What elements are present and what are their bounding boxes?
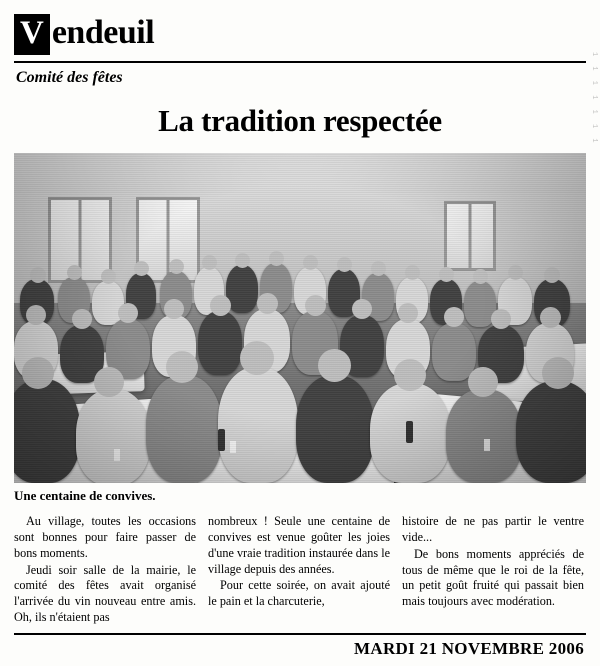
masthead <box>0 0 600 87</box>
photo-person-head <box>240 341 274 375</box>
photo-person-head <box>398 303 418 323</box>
photo-person-head <box>67 265 82 280</box>
photo-person <box>446 389 522 483</box>
photo-glass <box>484 439 490 451</box>
photo-person <box>146 375 222 483</box>
photo-person-head <box>210 295 231 316</box>
paragraph: nombreux ! Seule une centaine de convives est venue goûter les joies d'une vraie tradition instaurée dans le village depuis des années. <box>208 514 390 576</box>
photo-person-head <box>166 351 198 383</box>
article-column-2 <box>208 514 390 627</box>
photo-container <box>0 153 600 483</box>
photo-person-head <box>508 265 523 280</box>
footer-divider <box>14 633 586 635</box>
photo-person-head <box>352 299 372 319</box>
photo-person-head <box>318 349 351 382</box>
photo-person <box>516 381 586 483</box>
photo-person-head <box>444 307 464 327</box>
photo-person <box>198 311 242 375</box>
commune-initial: V <box>14 14 50 55</box>
banquet-photo <box>14 153 586 483</box>
photo-glass <box>230 441 236 453</box>
photo-person-head <box>305 295 326 316</box>
photo-person-head <box>134 261 149 276</box>
photo-person-head <box>544 267 560 283</box>
photo-person-head <box>164 299 184 319</box>
photo-person-head <box>202 255 217 270</box>
commune-name: endeuil <box>51 14 155 51</box>
paragraph: Jeudi soir salle de la mairie, le comité des fêtes avait organisé l'arrivée du vin nouveau entre amis. Oh, ils n'étaient pas <box>14 562 196 625</box>
photo-caption: Une centaine de convives. <box>14 488 156 503</box>
photo-person-head <box>491 309 511 329</box>
photo-person-head <box>118 303 138 323</box>
photo-person-head <box>94 367 124 397</box>
photo-person-head <box>540 307 561 328</box>
article-column-1 <box>14 514 196 627</box>
photo-person-head <box>22 357 54 389</box>
photo-person-head <box>235 253 250 268</box>
photo-window <box>444 201 496 271</box>
section-label: Comité des fêtes <box>16 69 123 86</box>
scan-edge-marks: 1 1 1 1 1 1 1 <box>590 52 598 146</box>
page-title: La tradition respectée <box>158 103 442 138</box>
paragraph: Au village, toutes les occasions sont bonnes pour faire passer de bons moments. <box>14 514 196 560</box>
photo-person-head <box>371 261 386 276</box>
photo-person <box>76 389 150 483</box>
dateline: MARDI 21 NOVEMBRE 2006 <box>354 639 584 659</box>
masthead-divider <box>14 61 586 63</box>
photo-person <box>296 375 374 483</box>
article-columns <box>0 504 600 627</box>
photo-person-head <box>337 257 352 272</box>
photo-bottle <box>218 429 225 451</box>
photo-person-head <box>257 293 278 314</box>
photo-person-head <box>101 269 116 284</box>
photo-person <box>218 367 298 483</box>
article-column-3 <box>402 514 584 627</box>
paragraph: histoire de ne pas partir le ventre vide... <box>402 514 584 544</box>
photo-person-head <box>72 309 92 329</box>
photo-person <box>14 379 80 483</box>
photo-person-head <box>439 267 454 282</box>
photo-person-head <box>269 251 284 266</box>
photo-glass <box>114 449 120 461</box>
photo-person-head <box>303 255 318 270</box>
commune-title <box>14 14 586 55</box>
photo-person-head <box>542 357 574 389</box>
photo-person-head <box>473 269 488 284</box>
paragraph: De bons moments appréciés de tous de même que le roi de la fête, un petit goût fruité qui passait bien mais toujours avec modération. <box>402 546 584 609</box>
photo-person-head <box>468 367 498 397</box>
photo-person-head <box>30 267 46 283</box>
photo-person-head <box>169 259 184 274</box>
photo-person-head <box>26 305 46 325</box>
photo-person-head <box>405 265 420 280</box>
photo-person-head <box>394 359 426 391</box>
photo-person <box>432 323 476 381</box>
paragraph: Pour cette soirée, on avait ajouté le pain et la charcuterie, <box>208 578 390 609</box>
photo-bottle <box>406 421 413 443</box>
